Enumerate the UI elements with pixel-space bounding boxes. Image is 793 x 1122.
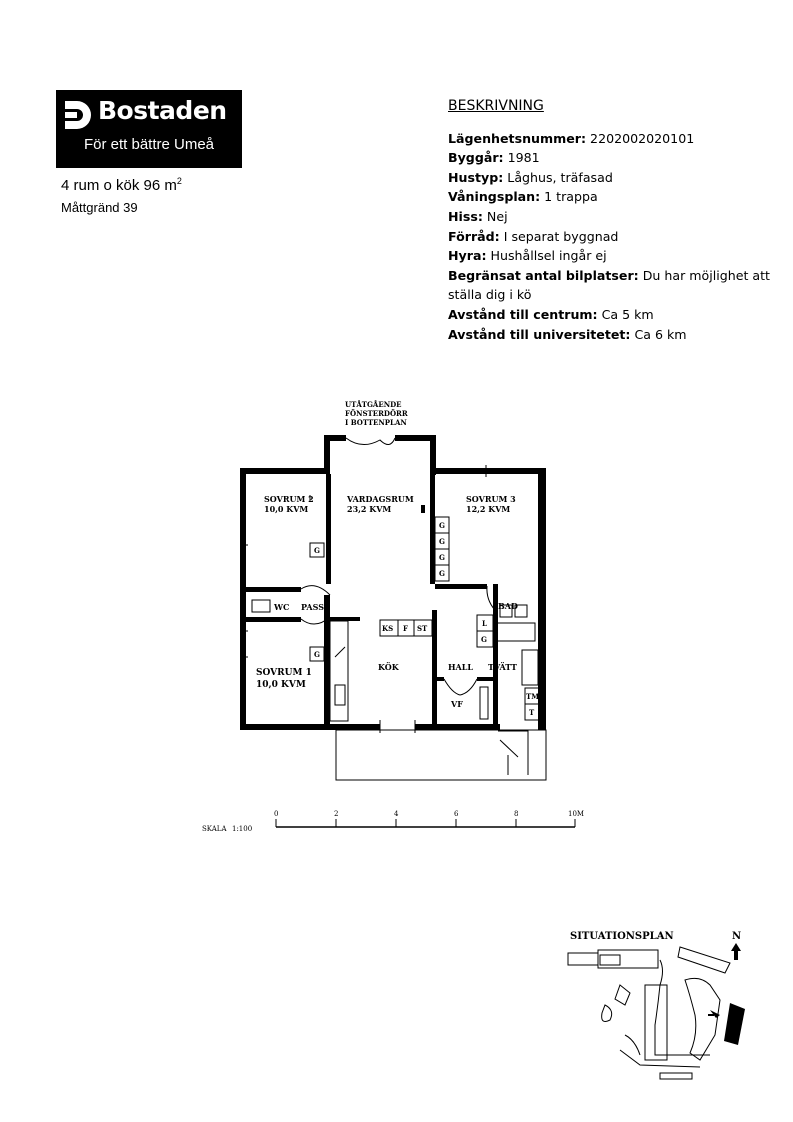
fixture-g-sovrum1: G: [314, 650, 320, 659]
bostaden-logo-icon: [63, 99, 93, 131]
desc-row-house-type: Hustyp: Låghus, träfasad: [448, 169, 613, 185]
room-sovrum2-area: 10,0 KVM: [264, 504, 309, 514]
desc-row-distance-university: Avstånd till universitetet: Ca 6 km: [448, 326, 687, 342]
desc-row-storage: Förråd: I separat byggnad: [448, 228, 619, 244]
floor-plan: [190, 395, 600, 845]
room-vf: VF: [451, 699, 463, 709]
room-sovrum1-area: 10,0 KVM: [256, 680, 306, 690]
door-note-line-2: FÖNSTERDÖRR: [345, 409, 408, 418]
desc-row-elevator: Hiss: Nej: [448, 208, 508, 224]
room-tvatt: TVÄTT: [488, 662, 517, 672]
situation-plan: [560, 925, 755, 1085]
scale-tick-6: 6: [454, 810, 459, 818]
scale-tick-10: 10M: [568, 810, 585, 818]
logo-tagline: För ett bättre Umeå: [83, 136, 215, 153]
scale-tick-4: 4: [394, 810, 399, 818]
room-hall: HALL: [448, 662, 474, 672]
fixture-g-sovrum3-4: G: [439, 569, 445, 578]
desc-row-parking: Begränsat antal bilplatser: Du har möjlighet att ställa dig i kö: [448, 267, 770, 303]
north-label: N: [732, 931, 742, 942]
scale-tick-0: 0: [274, 810, 279, 818]
desc-row-built-year: Byggår: 1981: [448, 150, 540, 166]
fixture-l: L: [482, 619, 487, 628]
north-arrow-icon: [731, 943, 741, 960]
fixture-tm: TM: [526, 692, 539, 701]
description-heading: BESKRIVNING: [448, 98, 544, 114]
door-note-line-1: UTÅTGÅENDE: [345, 400, 402, 409]
fixture-st: ST: [417, 624, 428, 633]
bostaden-logo: [56, 90, 242, 168]
desc-row-distance-centre: Avstånd till centrum: Ca 5 km: [448, 306, 654, 322]
fixture-ks: KS: [382, 624, 394, 633]
scale-tick-8: 8: [514, 810, 519, 818]
apartment-title: 4 rum o kök 96 $m^2$: [61, 176, 182, 194]
room-vardagsrum-area: 23,2 KVM: [347, 504, 392, 514]
desc-row-floor: Våningsplan: 1 trappa: [448, 189, 598, 205]
desc-row-rent: Hyra: Hushållsel ingår ej: [448, 248, 607, 264]
desc-row-apartment-number: Lägenhetsnummer: 2202002020101: [448, 130, 695, 146]
apartment-address: Måttgränd 39: [61, 200, 138, 215]
description-panel: [448, 97, 778, 344]
scale-ratio: 1:100: [232, 825, 253, 833]
door-note-line-3: I BOTTENPLAN: [345, 418, 407, 427]
fixture-g-sovrum3-2: G: [439, 537, 445, 546]
room-bad: BAD: [498, 601, 518, 611]
fixture-g-hall: G: [481, 635, 487, 644]
room-sovrum2-name: SOVRUM 2: [264, 494, 314, 504]
scale-bar: [202, 810, 584, 833]
room-sovrum3-area: 12,2 KVM: [466, 504, 511, 514]
fixture-t: T: [529, 708, 535, 717]
scale-label: SKALA: [202, 825, 227, 833]
room-wc: WC: [274, 602, 290, 612]
fixture-g-sovrum3-3: G: [439, 553, 445, 562]
scale-tick-2: 2: [334, 810, 339, 818]
room-pass: PASS: [301, 602, 325, 612]
room-kok: KÖK: [378, 662, 399, 672]
fixture-g-sovrum3-1: G: [439, 521, 445, 530]
fixture-f: F: [403, 624, 408, 633]
fixture-g-sovrum2: G: [314, 546, 320, 555]
room-vardagsrum-name: VARDAGSRUM: [347, 494, 414, 504]
room-sovrum3-name: SOVRUM 3: [466, 494, 516, 504]
logo-name: Bostaden: [98, 96, 227, 125]
situation-plan-title: SITUATIONSPLAN: [570, 931, 674, 942]
room-sovrum1-name: SOVRUM 1: [256, 668, 312, 678]
